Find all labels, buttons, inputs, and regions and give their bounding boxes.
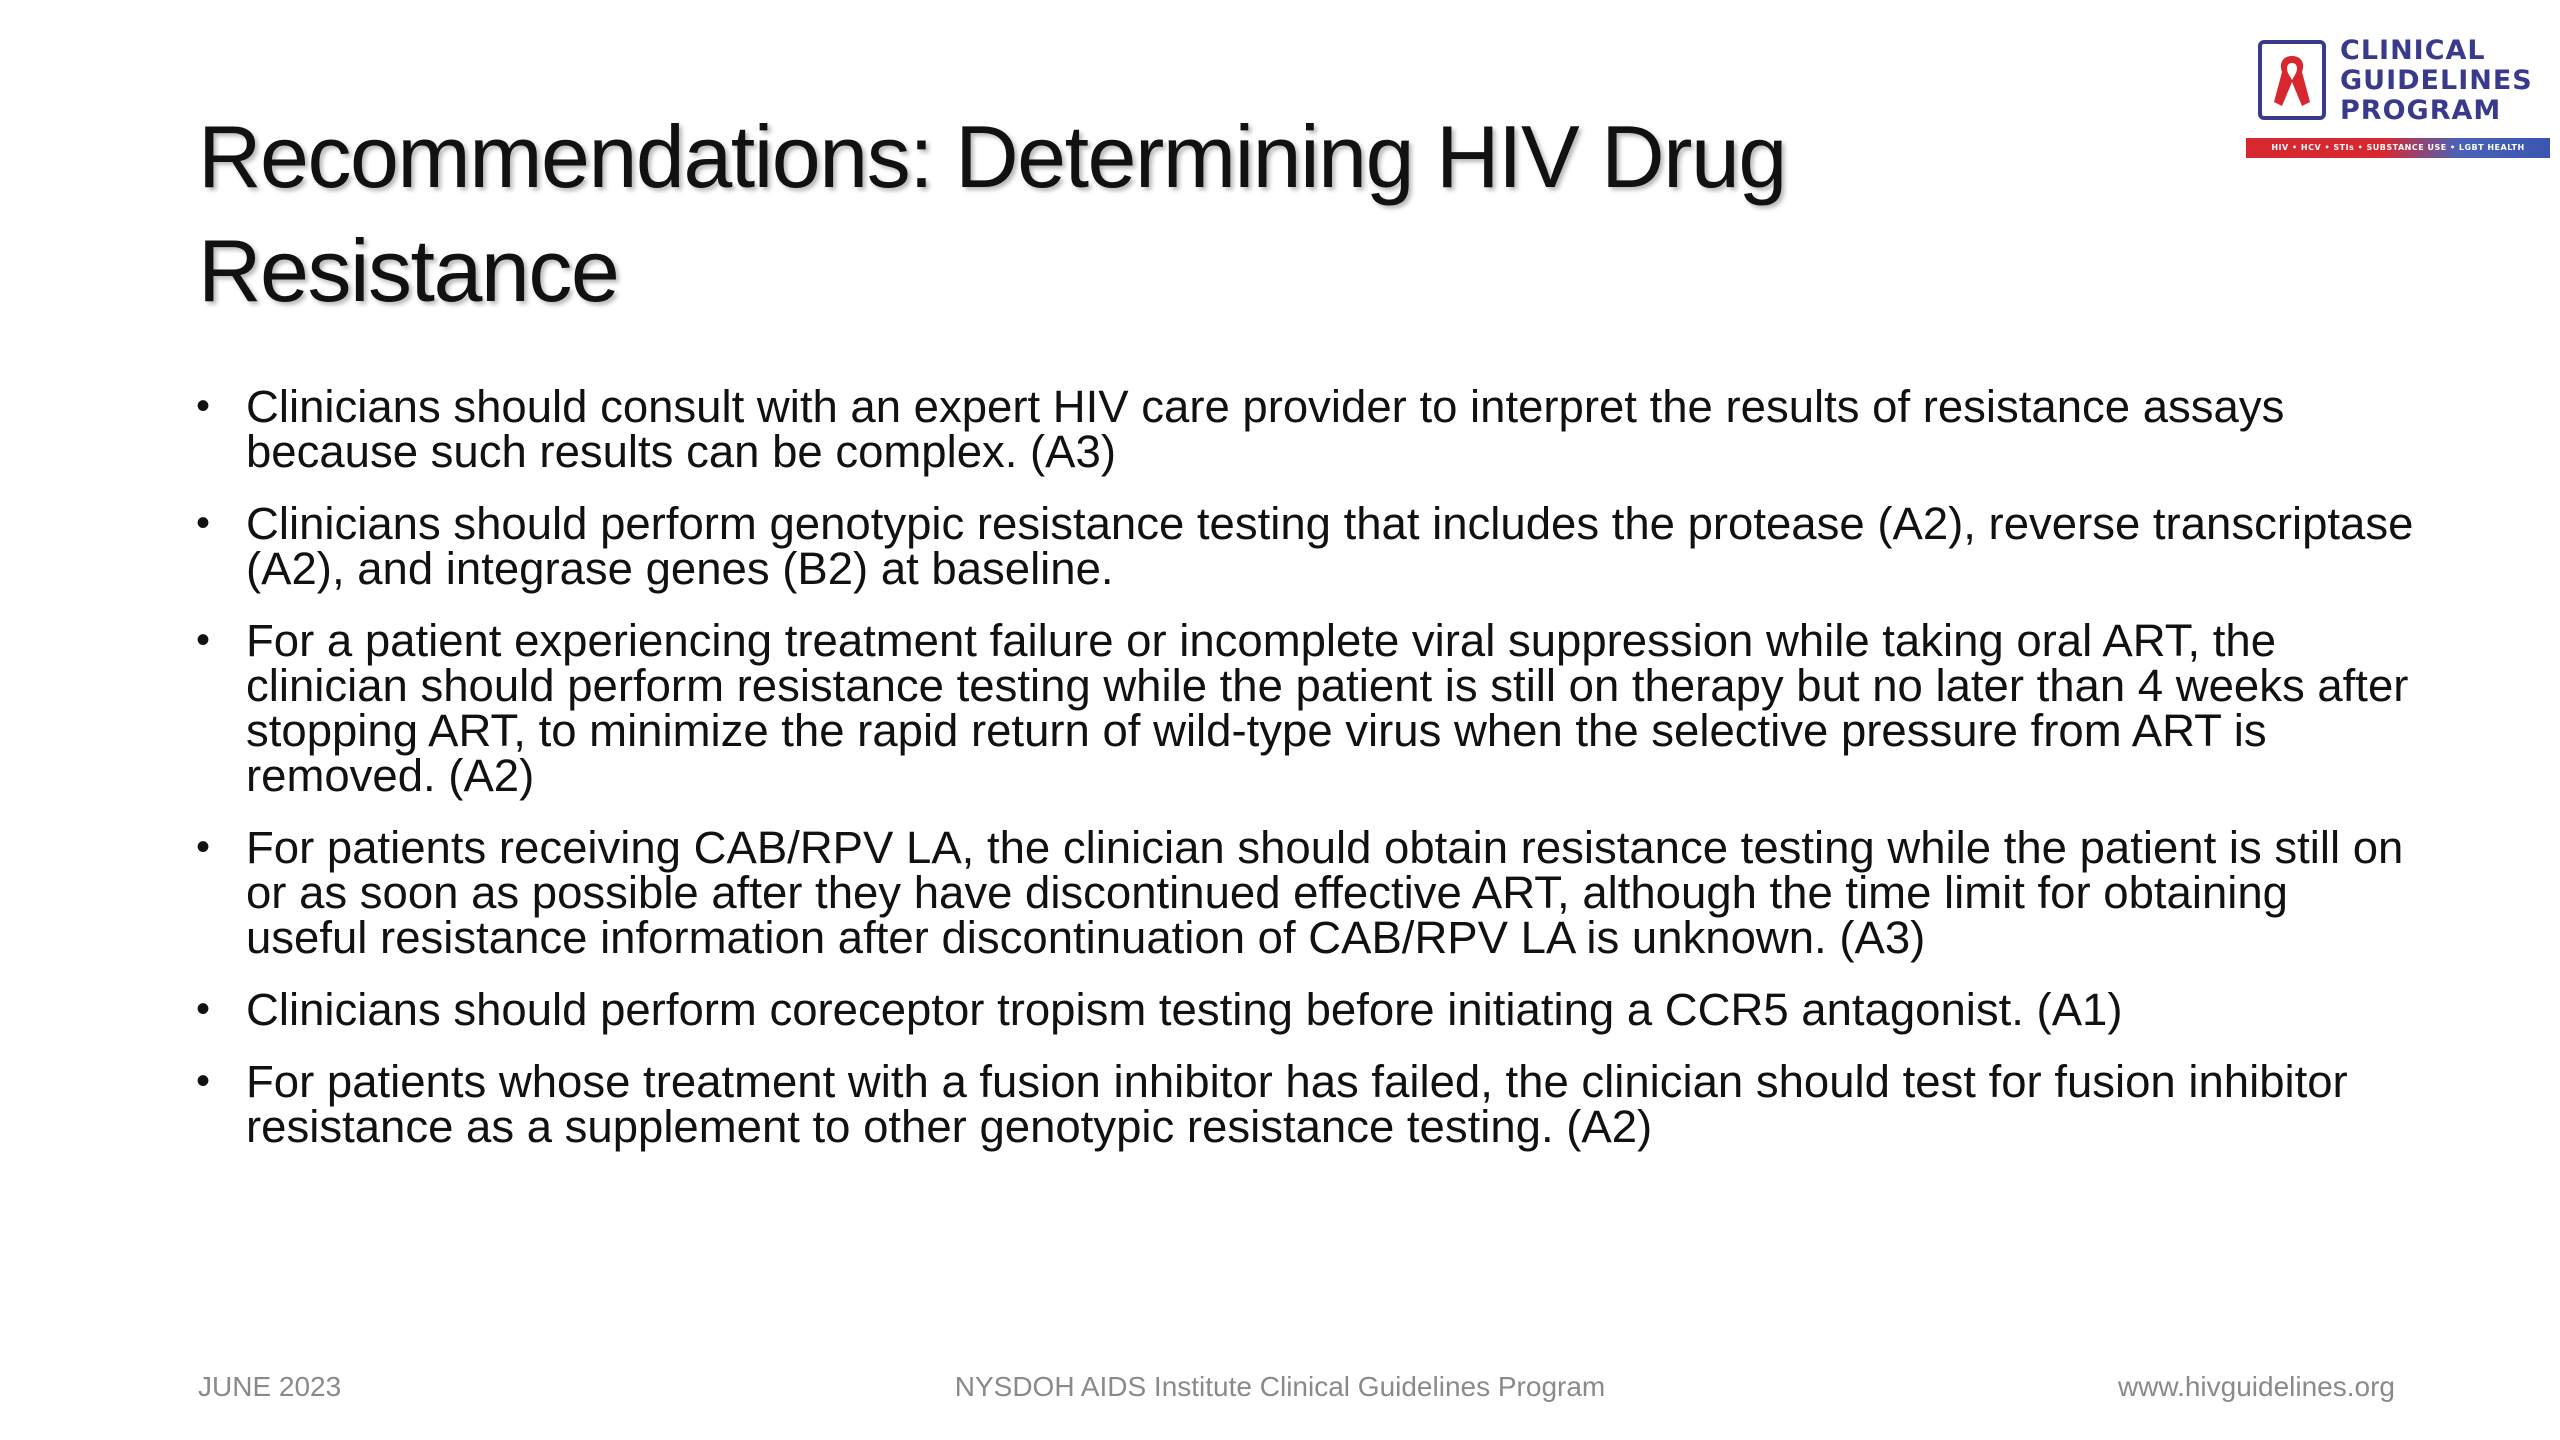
list-item-text: Clinicians should perform coreceptor tropism testing before initiating a CCR5 antagonist. (A1) <box>246 984 2123 1035</box>
list-item <box>196 498 2416 594</box>
logo-ribbon-box <box>2258 40 2326 120</box>
recommendation-list <box>196 381 2416 1176</box>
red-ribbon-icon <box>2268 50 2316 112</box>
list-item <box>196 822 2416 963</box>
bullet-marker: • <box>196 384 211 428</box>
slide-title: Recommendations: Determining HIV Drug Resistance <box>198 107 1786 320</box>
logo-line-2: GUIDELINES <box>2340 65 2533 96</box>
list-item-text: For patients whose treatment with a fusion inhibitor has failed, the clinician should test for fusion inhibitor resistance as a supplement to other genotypic resistance testing. (A2) <box>246 1056 2348 1152</box>
logo-wordmark <box>2340 36 2533 126</box>
footer-date: JUNE 2023 <box>198 1371 342 1402</box>
list-item-text: For patients receiving CAB/RPV LA, the clinician should obtain resistance testing while the patient is still on or as soon as possible after they have discontinued effective ART, although the time limit for obtaining useful resistance information after discontinuation of CAB/RPV LA is unknown. (A3) <box>246 822 2404 963</box>
bullet-marker: • <box>196 618 211 662</box>
list-item-text: Clinicians should consult with an expert HIV care provider to interpret the results of resistance assays because such results can be complex. (A3) <box>246 381 2285 477</box>
clinical-guidelines-program-logo <box>2246 36 2546 160</box>
logo-line-1: CLINICAL <box>2340 35 2486 66</box>
list-item-text: Clinicians should perform genotypic resistance testing that includes the protease (A2), reverse transcriptase (A2), and integrase genes (B2) at baseline. <box>246 498 2414 594</box>
list-item <box>196 615 2416 801</box>
list-item-text: For a patient experiencing treatment failure or incomplete viral suppression while taking oral ART, the clinician should perform resistance testing while the patient is still on therapy but no later than 4 weeks after stopping ART, to minimize the rapid return of wild-type virus when the selective pressure from ART is removed. (A2) <box>246 615 2409 801</box>
bullet-marker: • <box>196 1059 211 1103</box>
logo-line-3: PROGRAM <box>2340 95 2502 126</box>
footer-url[interactable]: www.hivguidelines.org <box>2117 1371 2395 1402</box>
logo-tagline-bar: HIV • HCV • STIs • SUBSTANCE USE • LGBT HEALTH <box>2246 138 2550 158</box>
list-item <box>196 984 2416 1035</box>
list-item <box>196 381 2416 477</box>
footer-program: NYSDOH AIDS Institute Clinical Guidelines Program <box>954 1371 1606 1402</box>
bullet-marker: • <box>196 825 211 869</box>
list-item <box>196 1056 2416 1152</box>
bullet-marker: • <box>196 501 211 545</box>
bullet-marker: • <box>196 987 211 1031</box>
